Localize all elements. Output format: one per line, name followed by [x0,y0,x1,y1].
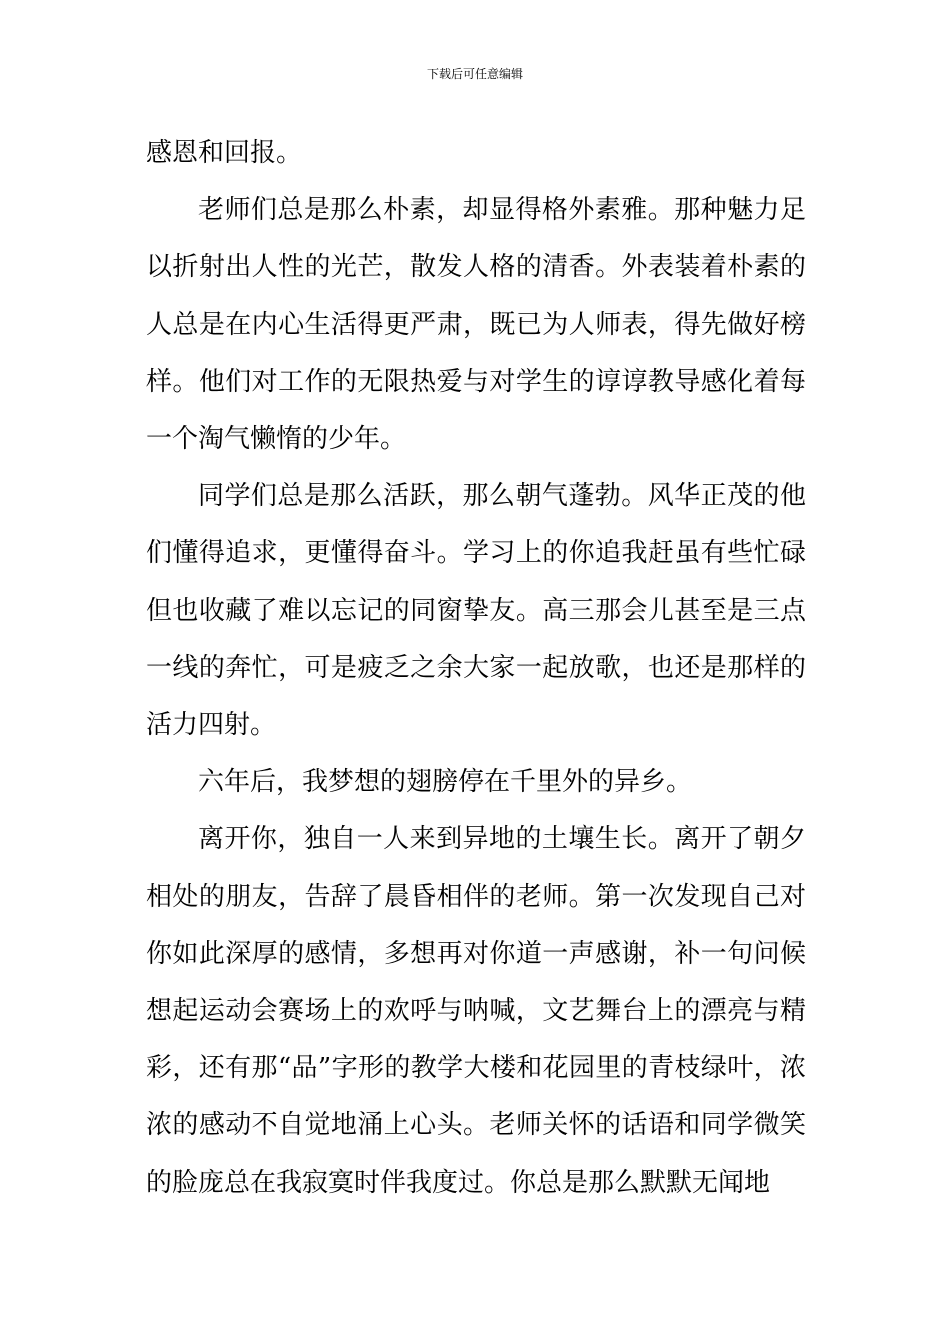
paragraph: 六年后，我梦想的翅膀停在千里外的异乡。 [198,767,693,798]
page-header: 下载后可任意编辑 [426,67,523,81]
paragraph: 老师们总是那么朴素，却显得格外素雅。那种魅力足以折射出人性的光芒，散发人格的清香。外表装着朴素的人总是在内心生活得更严肃，既已为人师表，得先做好榜样。他们对工作的无限热爱与对学生的谆谆教导感化着每一个淘气懒惰的少年。 [146,195,806,455]
paragraph: 离开你，独自一人来到异地的土壤生长。离开了朝夕相处的朋友，告辞了晨昏相伴的老师。第一次发现自己对你如此深厚的感情，多想再对你道一声感谢，补一句问候想起运动会赛场上的欢呼与呐喊，文艺舞台上的漂亮与精彩，还有那“品”字形的教学大楼和花园里的青枝绿叶，浓浓的感动不自觉地涌上心头。老师关怀的话语和同学微笑的脸庞总在我寂寞时伴我度过。你总是那么默默无闻地 [146,824,806,1198]
paragraph: 同学们总是那么活跃，那么朝气蓬勃。风华正茂的他们懂得追求，更懂得奋斗。学习上的你追我赶虽有些忙碌但也收藏了难以忘记的同窗挚友。高三那会儿甚至是三点一线的奔忙，可是疲乏之余大家一起放歌，也还是那样的活力四射。 [146,481,806,741]
paragraph: 感恩和回报。 [146,138,303,168]
document-body [146,125,806,1212]
